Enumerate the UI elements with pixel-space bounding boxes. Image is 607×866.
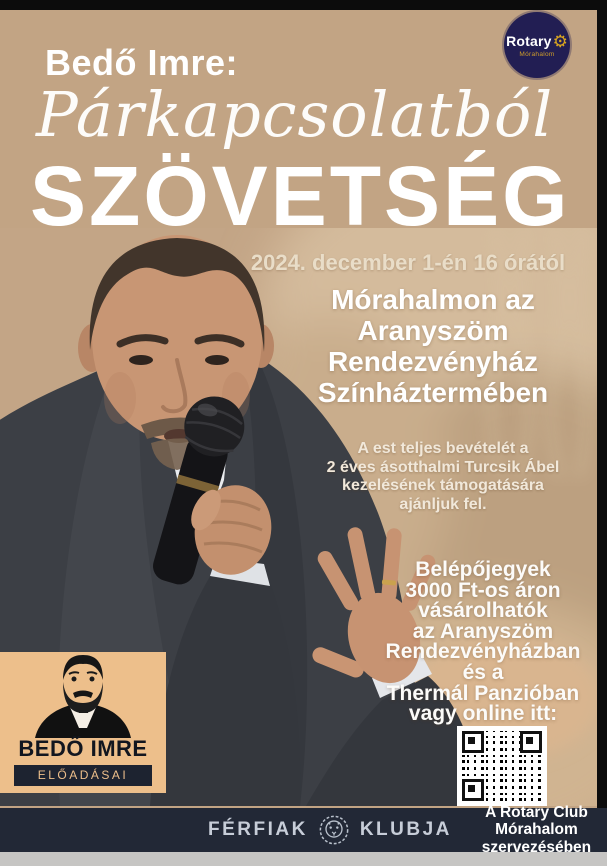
title-script: Párkapcsolatból xyxy=(36,78,554,151)
lion-icon xyxy=(318,814,350,846)
club-word-left: FÉRFIAK xyxy=(208,819,308,840)
venue-line: Színháztermében xyxy=(317,377,549,408)
rotary-logo xyxy=(504,12,570,78)
charity-note xyxy=(268,440,607,514)
venue-line: Mórahalmon az xyxy=(331,284,535,315)
ferfiak-klubja-logo xyxy=(208,814,452,846)
qr-finder-icon xyxy=(462,731,484,753)
badge-subtitle: ELŐADÁSAI xyxy=(14,765,152,786)
organizer-line: szervezésében xyxy=(481,838,592,856)
organizer-line: A Rotary Club Mórahalom xyxy=(485,803,588,839)
qr-code[interactable] xyxy=(457,726,547,806)
venue-line: Aranyszöm xyxy=(357,315,509,346)
speaker-badge xyxy=(0,652,166,793)
ticket-line: vásárolhatók xyxy=(418,599,548,623)
organizer-note xyxy=(466,804,607,857)
qr-finder-icon xyxy=(520,731,542,753)
charity-line: 2 éves ásotthalmi Turcsik Ábel xyxy=(326,458,560,476)
ticket-line: az Aranyszöm xyxy=(412,619,554,643)
title-main: SZÖVETSÉG xyxy=(30,149,571,243)
rotary-city: Mórahalom xyxy=(519,50,555,58)
rotary-wheel-icon: ⚙ xyxy=(552,31,568,51)
ticket-line: és a xyxy=(462,660,504,684)
ticket-line: vagy online itt: xyxy=(408,702,558,726)
ticket-line: Belépőjegyek xyxy=(415,558,551,581)
qr-finder-icon xyxy=(462,779,484,801)
badge-name: BEDŐ IMRE xyxy=(18,736,148,761)
ticket-line: 3000 Ft-os áron xyxy=(405,578,561,602)
charity-line: ajánljuk fel. xyxy=(399,495,487,513)
ticket-line: Rendezvényházban xyxy=(385,640,581,664)
event-datetime: 2024. december 1-én 16 órától xyxy=(250,250,566,275)
footer-bar xyxy=(0,803,607,856)
badge-portrait xyxy=(25,652,141,738)
charity-line: A est teljes bevételét a xyxy=(357,440,529,457)
ticket-line: Thermál Panzióban xyxy=(386,681,580,705)
event-venue xyxy=(253,284,607,408)
rotary-name: Rotary xyxy=(506,33,552,49)
club-word-right: KLUBJA xyxy=(359,819,452,840)
speaker-name: Bedő Imre: xyxy=(45,42,239,83)
venue-line: Rendezvényház xyxy=(327,346,539,377)
charity-line: kezelésének támogatására xyxy=(342,477,544,494)
ticket-info xyxy=(358,560,607,725)
top-frame xyxy=(0,0,607,10)
